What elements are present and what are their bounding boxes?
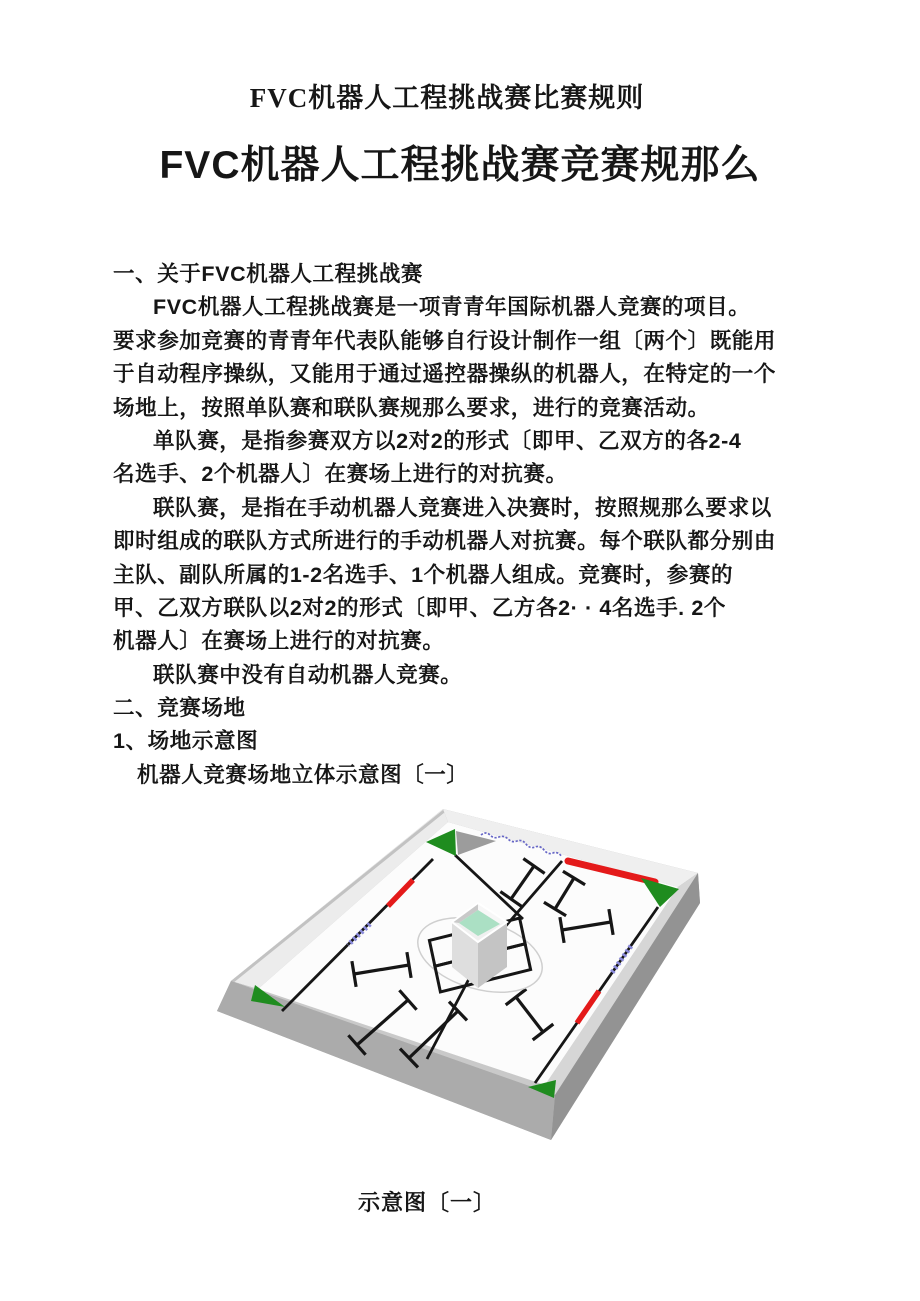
body-line: 要求参加竞赛的青青年代表队能够自行设计制作一组〔两个〕既能用 [113,328,777,353]
body-line: 联队赛，是指在手动机器人竞赛进入决赛时，按照规那么要求以 [153,495,772,520]
figure-caption: 示意图〔一〕 [358,1190,497,1215]
section-heading-1: 一、关于FVC机器人工程挑战赛 [113,262,424,286]
body-line: 即时组成的联队方式所进行的手动机器人对抗赛。每个联队都分别由 [113,529,777,554]
doc-title-large: FVC机器人工程挑战赛竞赛规那么 [159,144,761,187]
field-diagram [205,795,710,1155]
body-line: 机器人〕在赛场上进行的对抗赛。 [113,629,445,654]
body-line: 单队赛，是指参赛双方以2对2的形式〔即甲、乙双方的各2-4 [153,428,742,453]
body-line: FVC机器人工程挑战赛是一项青青年国际机器人竞赛的项目。 [153,295,751,320]
body-line: 于自动程序操纵，又能用于通过遥控器操纵的机器人，在特定的一个 [113,362,777,387]
body-line: 名选手、2个机器人〕在赛场上进行的对抗赛。 [113,462,568,487]
body-line: 联队赛中没有自动机器人竞赛。 [153,662,463,687]
subsection-heading: 1、场地示意图 [113,729,259,754]
body-line: 主队、副队所属的1-2名选手、1个机器人组成。竞赛时，参赛的 [113,562,734,587]
doc-title-small: FVC机器人工程挑战赛比赛规则 [249,83,645,113]
figure-title: 机器人竞赛场地立体示意图〔一〕 [137,762,469,787]
body-text [113,258,833,792]
body-line: 场地上，按照单队赛和联队赛规那么要求，进行的竞赛活动。 [113,395,710,420]
body-line: 甲、乙双方联队以2对2的形式〔即甲、乙方各2· · 4名选手. 2个 [113,595,726,620]
section-heading-2: 二、竞赛场地 [113,696,246,721]
